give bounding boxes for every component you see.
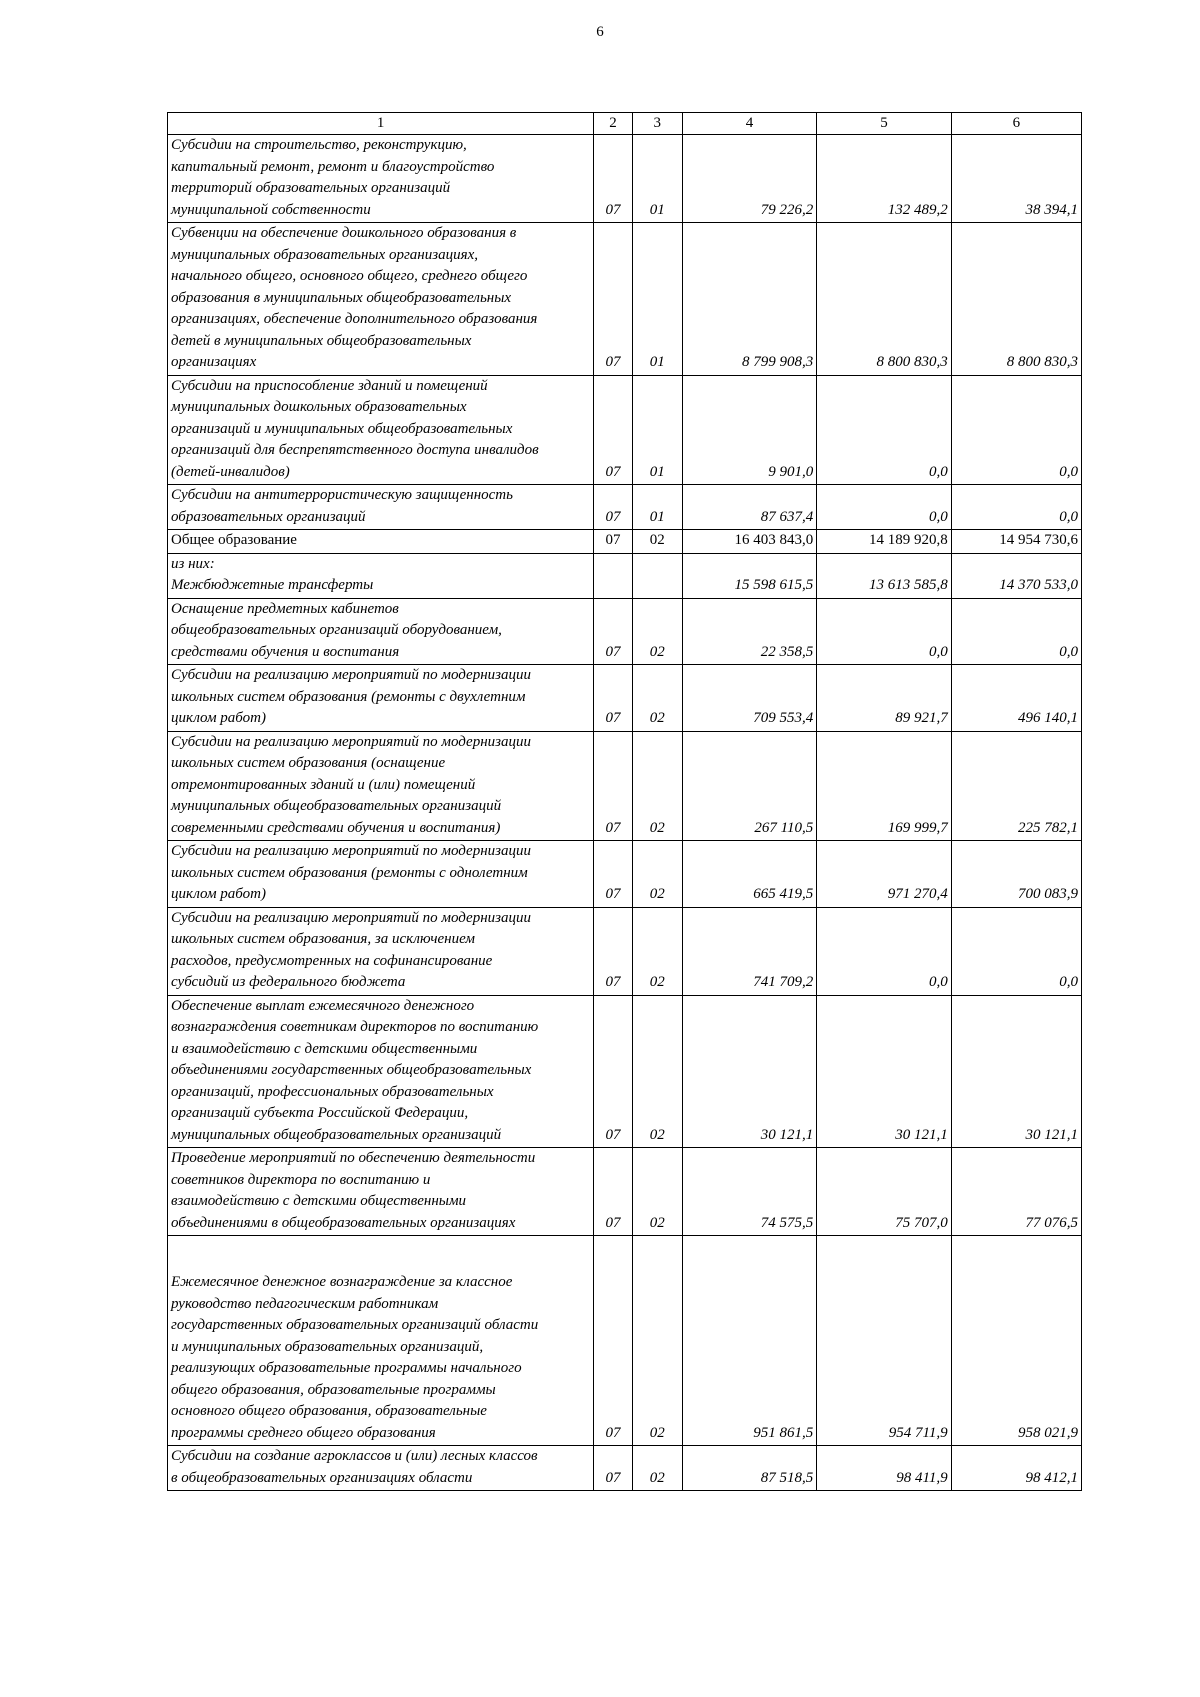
row-name-line: из них: bbox=[171, 555, 215, 572]
value-col4-cell: 741 709,2 bbox=[682, 907, 816, 995]
value-col5-cell: 0,0 bbox=[817, 907, 951, 995]
subsection-code-cell: 02 bbox=[632, 907, 682, 995]
value-col4-cell: 16 403 843,0 bbox=[682, 530, 816, 554]
row-name-cell bbox=[168, 731, 594, 841]
row-name-line: отремонтированных зданий и (или) помещений bbox=[171, 776, 476, 793]
section-code-cell: 07 bbox=[594, 1446, 633, 1491]
header-row bbox=[168, 113, 1082, 135]
value-col6-cell: 0,0 bbox=[951, 485, 1081, 530]
row-name-line: организациях, обеспечение дополнительного образования bbox=[171, 311, 538, 327]
row-name-line: и муниципальных образовательных организаций, bbox=[171, 1338, 484, 1355]
row-name-line: образовательных организаций bbox=[171, 508, 366, 525]
row-name-line: советников директора по воспитанию и bbox=[171, 1171, 431, 1188]
row-name-line: муниципальных общеобразовательных организаций bbox=[171, 798, 502, 814]
value-col5-cell: 169 999,7 bbox=[817, 731, 951, 841]
table-row bbox=[168, 485, 1082, 530]
row-name-line: организаций, профессиональных образовательных bbox=[171, 1083, 494, 1100]
row-name-line: Субсидии на реализацию мероприятий по модернизации bbox=[171, 667, 532, 683]
row-name-line: государственных образовательных организаций области bbox=[171, 1317, 539, 1333]
subsection-code-cell: 02 bbox=[632, 665, 682, 732]
value-col4-cell: 267 110,5 bbox=[682, 731, 816, 841]
row-name-cell bbox=[168, 995, 594, 1148]
table-row bbox=[168, 375, 1082, 485]
row-name-line: школьных систем образования, за исключением bbox=[171, 931, 475, 947]
subsection-code-cell: 02 bbox=[632, 1148, 682, 1236]
table-row bbox=[168, 731, 1082, 841]
row-name-line: школьных систем образования (оснащение bbox=[171, 755, 446, 771]
value-col4-cell: 87 637,4 bbox=[682, 485, 816, 530]
value-col5-cell: 0,0 bbox=[817, 485, 951, 530]
value-col6-cell: 0,0 bbox=[951, 598, 1081, 665]
page-number: 6 bbox=[596, 24, 604, 40]
row-name-line: вознаграждения советникам директоров по воспитанию bbox=[171, 1019, 539, 1035]
value-col6-cell: 8 800 830,3 bbox=[951, 223, 1081, 376]
row-name-cell bbox=[168, 841, 594, 908]
row-name-line: Субсидии на антитеррористическую защищенность bbox=[171, 487, 513, 503]
value-col4-cell: 709 553,4 bbox=[682, 665, 816, 732]
value-col5-cell: 14 189 920,8 bbox=[817, 530, 951, 554]
section-code-cell: 07 bbox=[594, 1236, 633, 1446]
row-name-line: циклом работ) bbox=[171, 710, 266, 726]
value-col4-cell: 8 799 908,3 bbox=[682, 223, 816, 376]
row-name-line: Субсидии на реализацию мероприятий по модернизации bbox=[171, 909, 532, 926]
subsection-code-cell bbox=[632, 553, 682, 598]
value-col6-cell: 14 370 533,0 bbox=[951, 553, 1081, 598]
section-code-cell: 07 bbox=[594, 485, 633, 530]
section-code-cell: 07 bbox=[594, 841, 633, 908]
row-name-cell bbox=[168, 223, 594, 376]
table-row bbox=[168, 553, 1082, 598]
header-cell-4: 4 bbox=[682, 113, 816, 135]
row-name-line: Субсидии на реализацию мероприятий по модернизации bbox=[171, 843, 532, 859]
section-code-cell: 07 bbox=[594, 530, 633, 554]
table-row bbox=[168, 1236, 1082, 1446]
row-name-cell bbox=[168, 553, 594, 598]
row-name-line: Оснащение предметных кабинетов bbox=[171, 600, 399, 617]
budget-table bbox=[167, 112, 1082, 1491]
row-name-line: Субсидии на создание агроклассов и (или) лесных классов bbox=[171, 1448, 538, 1464]
row-name-line: капитальный ремонт, ремонт и благоустройство bbox=[171, 158, 495, 175]
row-name-line: Субвенции на обеспечение дошкольного образования в bbox=[171, 225, 517, 241]
table-row bbox=[168, 223, 1082, 376]
value-col5-cell: 30 121,1 bbox=[817, 995, 951, 1148]
subsection-code-cell: 02 bbox=[632, 995, 682, 1148]
value-col6-cell: 700 083,9 bbox=[951, 841, 1081, 908]
row-name-line: территорий образовательных организаций bbox=[171, 180, 451, 196]
row-name-line: школьных систем образования (ремонты с однолетним bbox=[171, 864, 528, 881]
table-row bbox=[168, 135, 1082, 223]
value-col5-cell: 954 711,9 bbox=[817, 1236, 951, 1446]
row-name-line: общеобразовательных организаций оборудованием, bbox=[171, 622, 502, 638]
row-name-line: руководство педагогическим работникам bbox=[171, 1295, 439, 1312]
subsection-code-cell: 01 bbox=[632, 223, 682, 376]
value-col4-cell: 15 598 615,5 bbox=[682, 553, 816, 598]
section-code-cell: 07 bbox=[594, 665, 633, 732]
row-name-cell bbox=[168, 530, 594, 554]
row-name-line: и взаимодействию с детскими общественными bbox=[171, 1040, 478, 1057]
row-name-line: муниципальных образовательных организациях, bbox=[171, 246, 478, 263]
header-cell-3: 3 bbox=[632, 113, 682, 135]
section-code-cell bbox=[594, 553, 633, 598]
row-name-line: Ежемесячное денежное вознаграждение за классное bbox=[171, 1274, 513, 1290]
value-col4-cell: 9 901,0 bbox=[682, 375, 816, 485]
section-code-cell: 07 bbox=[594, 375, 633, 485]
row-name-line: реализующих образовательные программы начального bbox=[171, 1360, 522, 1376]
table-row bbox=[168, 907, 1082, 995]
section-code-cell: 07 bbox=[594, 995, 633, 1148]
value-col6-cell: 958 021,9 bbox=[951, 1236, 1081, 1446]
row-name-line: Субсидии на реализацию мероприятий по модернизации bbox=[171, 733, 532, 750]
row-name-cell bbox=[168, 375, 594, 485]
row-name-line: циклом работ) bbox=[171, 886, 266, 902]
section-code-cell: 07 bbox=[594, 598, 633, 665]
row-name-line: муниципальных общеобразовательных организаций bbox=[171, 1126, 502, 1143]
value-col4-cell: 74 575,5 bbox=[682, 1148, 816, 1236]
value-col6-cell: 225 782,1 bbox=[951, 731, 1081, 841]
value-col5-cell: 971 270,4 bbox=[817, 841, 951, 908]
table-body bbox=[168, 113, 1082, 1491]
row-name-cell bbox=[168, 1148, 594, 1236]
row-name-line: образования в муниципальных общеобразовательных bbox=[171, 289, 512, 306]
row-name-cell bbox=[168, 907, 594, 995]
row-name-line: Проведение мероприятий по обеспечению деятельности bbox=[171, 1150, 536, 1166]
section-code-cell: 07 bbox=[594, 907, 633, 995]
value-col4-cell: 79 226,2 bbox=[682, 135, 816, 223]
row-name-line: программы среднего общего образования bbox=[171, 1424, 436, 1441]
row-name-line: организаций субъекта Российской Федерации, bbox=[171, 1105, 469, 1121]
row-name-line: организаций для беспрепятственного доступа инвалидов bbox=[171, 442, 539, 458]
row-name-line: организаций и муниципальных общеобразовательных bbox=[171, 420, 513, 437]
value-col5-cell: 89 921,7 bbox=[817, 665, 951, 732]
row-name-cell bbox=[168, 485, 594, 530]
header-cell-2: 2 bbox=[594, 113, 633, 135]
header-cell-1: 1 bbox=[168, 113, 594, 135]
subsection-code-cell: 02 bbox=[632, 841, 682, 908]
value-col6-cell: 14 954 730,6 bbox=[951, 530, 1081, 554]
value-col6-cell: 0,0 bbox=[951, 907, 1081, 995]
value-col6-cell: 38 394,1 bbox=[951, 135, 1081, 223]
row-name-line: расходов, предусмотренных на софинансирование bbox=[171, 952, 493, 969]
row-name-line: Общее образование bbox=[171, 532, 297, 548]
subsection-code-cell: 01 bbox=[632, 485, 682, 530]
table-row bbox=[168, 530, 1082, 554]
cell-spacer bbox=[171, 1236, 590, 1272]
section-code-cell: 07 bbox=[594, 1148, 633, 1236]
row-name-line: (детей-инвалидов) bbox=[171, 463, 290, 480]
value-col6-cell: 77 076,5 bbox=[951, 1148, 1081, 1236]
row-name-line: Межбюджетные трансферты bbox=[171, 577, 374, 593]
row-name-line: объединениями государственных общеобразовательных bbox=[171, 1062, 532, 1078]
subsection-code-cell: 01 bbox=[632, 375, 682, 485]
subsection-code-cell: 02 bbox=[632, 1236, 682, 1446]
row-name-cell bbox=[168, 1446, 594, 1491]
subsection-code-cell: 01 bbox=[632, 135, 682, 223]
value-col5-cell: 98 411,9 bbox=[817, 1446, 951, 1491]
subsection-code-cell: 02 bbox=[632, 731, 682, 841]
row-name-line: начального общего, основного общего, среднего общего bbox=[171, 268, 528, 284]
row-name-line: субсидий из федерального бюджета bbox=[171, 974, 406, 990]
row-name-line: муниципальных дошкольных образовательных bbox=[171, 399, 467, 415]
table-row bbox=[168, 841, 1082, 908]
value-col4-cell: 22 358,5 bbox=[682, 598, 816, 665]
value-col5-cell: 13 613 585,8 bbox=[817, 553, 951, 598]
row-name-line: средствами обучения и воспитания bbox=[171, 643, 400, 660]
value-col6-cell: 30 121,1 bbox=[951, 995, 1081, 1148]
value-col5-cell: 0,0 bbox=[817, 598, 951, 665]
row-name-line: современными средствами обучения и воспитания) bbox=[171, 819, 501, 836]
subsection-code-cell: 02 bbox=[632, 530, 682, 554]
row-name-line: Субсидии на строительство, реконструкцию, bbox=[171, 137, 467, 153]
subsection-code-cell: 02 bbox=[632, 1446, 682, 1491]
table-row bbox=[168, 1446, 1082, 1491]
value-col4-cell: 665 419,5 bbox=[682, 841, 816, 908]
row-name-line: объединениями в общеобразовательных организациях bbox=[171, 1214, 516, 1231]
header-cell-5: 5 bbox=[817, 113, 951, 135]
row-name-line: муниципальной собственности bbox=[171, 201, 371, 218]
row-name-cell bbox=[168, 598, 594, 665]
section-code-cell: 07 bbox=[594, 223, 633, 376]
value-col5-cell: 75 707,0 bbox=[817, 1148, 951, 1236]
table-row bbox=[168, 598, 1082, 665]
row-name-cell bbox=[168, 665, 594, 732]
value-col6-cell: 496 140,1 bbox=[951, 665, 1081, 732]
section-code-cell: 07 bbox=[594, 135, 633, 223]
subsection-code-cell: 02 bbox=[632, 598, 682, 665]
row-name-cell bbox=[168, 135, 594, 223]
value-col5-cell: 0,0 bbox=[817, 375, 951, 485]
row-name-line: детей в муниципальных общеобразовательных bbox=[171, 332, 472, 349]
table-row bbox=[168, 1148, 1082, 1236]
row-name-line: в общеобразовательных организациях области bbox=[171, 1469, 473, 1486]
value-col6-cell: 0,0 bbox=[951, 375, 1081, 485]
row-name-line: организациях bbox=[171, 354, 257, 370]
value-col4-cell: 30 121,1 bbox=[682, 995, 816, 1148]
row-name-line: школьных систем образования (ремонты с двухлетним bbox=[171, 688, 526, 705]
header-cell-6: 6 bbox=[951, 113, 1081, 135]
row-name-cell bbox=[168, 1236, 594, 1446]
row-name-line: взаимодействию с детскими общественными bbox=[171, 1193, 467, 1209]
row-name-line: общего образования, образовательные программы bbox=[171, 1381, 496, 1398]
value-col4-cell: 951 861,5 bbox=[682, 1236, 816, 1446]
table-row bbox=[168, 995, 1082, 1148]
row-name-line: Обеспечение выплат ежемесячного денежного bbox=[171, 997, 475, 1014]
value-col4-cell: 87 518,5 bbox=[682, 1446, 816, 1491]
table-row bbox=[168, 665, 1082, 732]
value-col6-cell: 98 412,1 bbox=[951, 1446, 1081, 1491]
section-code-cell: 07 bbox=[594, 731, 633, 841]
row-name-line: Субсидии на приспособление зданий и помещений bbox=[171, 377, 488, 394]
value-col5-cell: 8 800 830,3 bbox=[817, 223, 951, 376]
value-col5-cell: 132 489,2 bbox=[817, 135, 951, 223]
row-name-line: основного общего образования, образовательные bbox=[171, 1403, 487, 1419]
